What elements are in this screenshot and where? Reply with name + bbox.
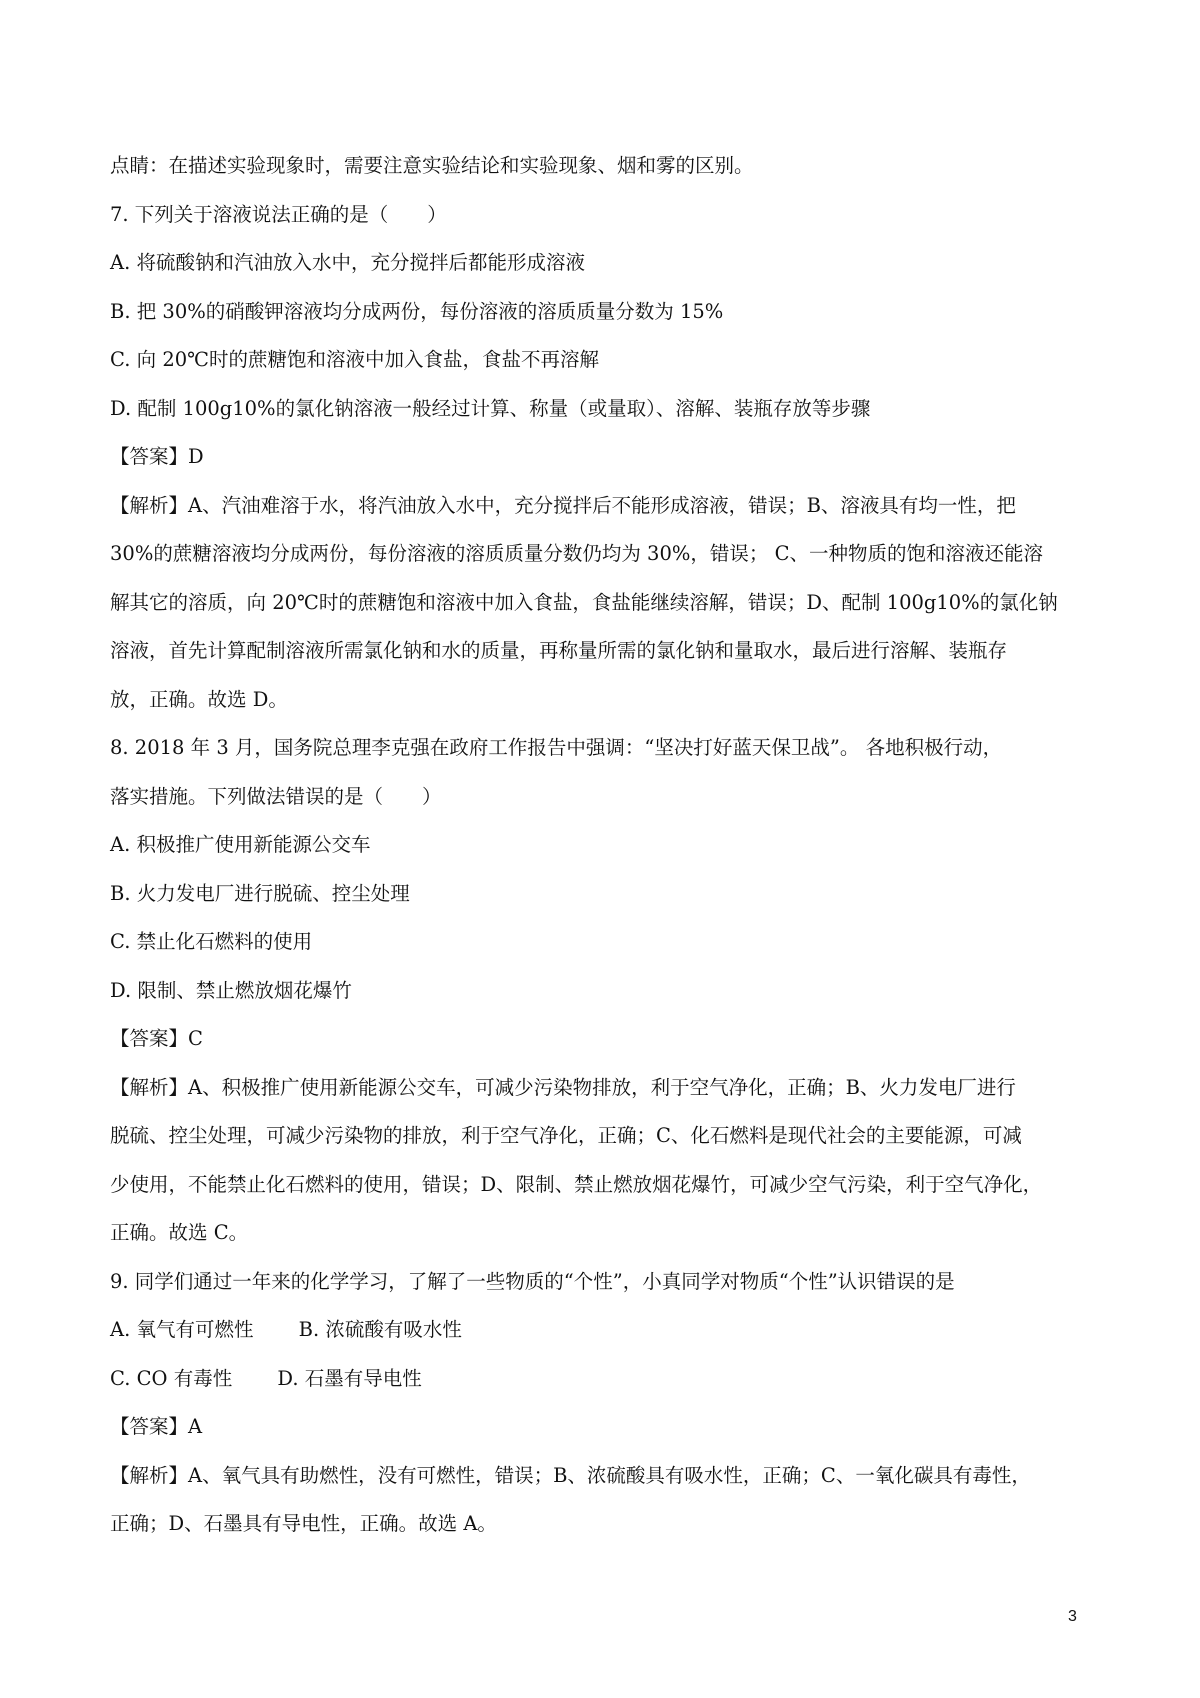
tip-line: 点睛：在描述实验现象时，需要注意实验结论和实验现象、烟和雾的区别。 [110, 154, 754, 177]
question-8-option-b: B. 火力发电厂进行脱硫、控尘处理 [110, 881, 410, 905]
question-7-answer: 【答案】D [110, 445, 204, 468]
question-7-analysis-line: 放，正确。故选 D。 [110, 687, 288, 711]
question-7-option-b: B. 把 30%的硝酸钾溶液均分成两份，每份溶液的溶质质量分数为 15% [110, 299, 724, 323]
question-8-option-d: D. 限制、禁止燃放烟花爆竹 [110, 978, 352, 1002]
question-9-answer: 【答案】A [110, 1415, 203, 1438]
question-7-option-a: A. 将硫酸钠和汽油放入水中，充分搅拌后都能形成溶液 [110, 251, 585, 274]
question-9-analysis-line: 正确；D、石墨具有导电性，正确。故选 A。 [110, 1512, 497, 1535]
question-9-analysis-line: 【解析】A、氧气具有助燃性，没有可燃性，错误；B、浓硫酸具有吸水性，正确；C、一氧化碳具有毒性， [110, 1463, 1031, 1487]
question-7-analysis-line: 解其它的溶质，向 20℃时的蔗糖饱和溶液中加入食盐，食盐能继续溶解，错误；D、配制 100g10%的氯化钠 [110, 590, 1058, 614]
question-8-answer: 【答案】C [110, 1027, 203, 1050]
question-8-analysis-line: 少使用，不能禁止化石燃料的使用，错误；D、限制、禁止燃放烟花爆竹，可减少空气污染，利于空气净化， [110, 1172, 1043, 1196]
question-7-analysis-line: 【解析】A、汽油难溶于水，将汽油放入水中，充分搅拌后不能形成溶液，错误；B、溶液具有均一性，把 [110, 493, 1016, 517]
question-7-stem: 7. 下列关于溶液说法正确的是（ ） [110, 202, 447, 226]
question-8-analysis-line: 【解析】A、积极推广使用新能源公交车，可减少污染物排放，利于空气净化，正确；B、火力发电厂进行 [110, 1075, 1016, 1099]
question-8-analysis-line: 脱硫、控尘处理，可减少污染物的排放，利于空气净化，正确；C、化石燃料是现代社会的主要能源，可减 [110, 1124, 1022, 1147]
question-9-options-cd: C. CO 有毒性 D. 石墨有导电性 [110, 1366, 422, 1390]
question-8-analysis-line: 正确。故选 C。 [110, 1221, 249, 1244]
page-number: 3 [1068, 1608, 1077, 1625]
question-8-stem: 8. 2018 年 3 月，国务院总理李克强在政府工作报告中强调：“坚决打好蓝天保卫战”。 各地积极行动， [110, 736, 1003, 759]
document-body [110, 148, 1100, 1555]
question-7-analysis-line: 30%的蔗糖溶液均分成两份，每份溶液的溶质质量分数仍均为 30%，错误； C、一种物质的饱和溶液还能溶 [110, 542, 1044, 565]
question-8-stem-cont: 落实措施。下列做法错误的是（ ） [110, 784, 442, 808]
question-9-stem: 9. 同学们通过一年来的化学学习，了解了一些物质的“个性”，小真同学对物质“个性”认识错误的是 [110, 1269, 955, 1293]
question-7-option-d: D. 配制 100g10%的氯化钠溶液一般经过计算、称量（或量取）、溶解、装瓶存放等步骤 [110, 396, 871, 420]
question-9-options-ab: A. 氧气有可燃性 B. 浓硫酸有吸水性 [110, 1318, 462, 1341]
question-8-option-a: A. 积极推广使用新能源公交车 [110, 833, 371, 856]
question-8-option-c: C. 禁止化石燃料的使用 [110, 930, 313, 953]
question-7-option-c: C. 向 20℃时的蔗糖饱和溶液中加入食盐，食盐不再溶解 [110, 348, 599, 371]
question-7-analysis-line: 溶液，首先计算配制溶液所需氯化钠和水的质量，再称量所需的氯化钠和量取水，最后进行溶解、装瓶存 [110, 639, 1008, 662]
